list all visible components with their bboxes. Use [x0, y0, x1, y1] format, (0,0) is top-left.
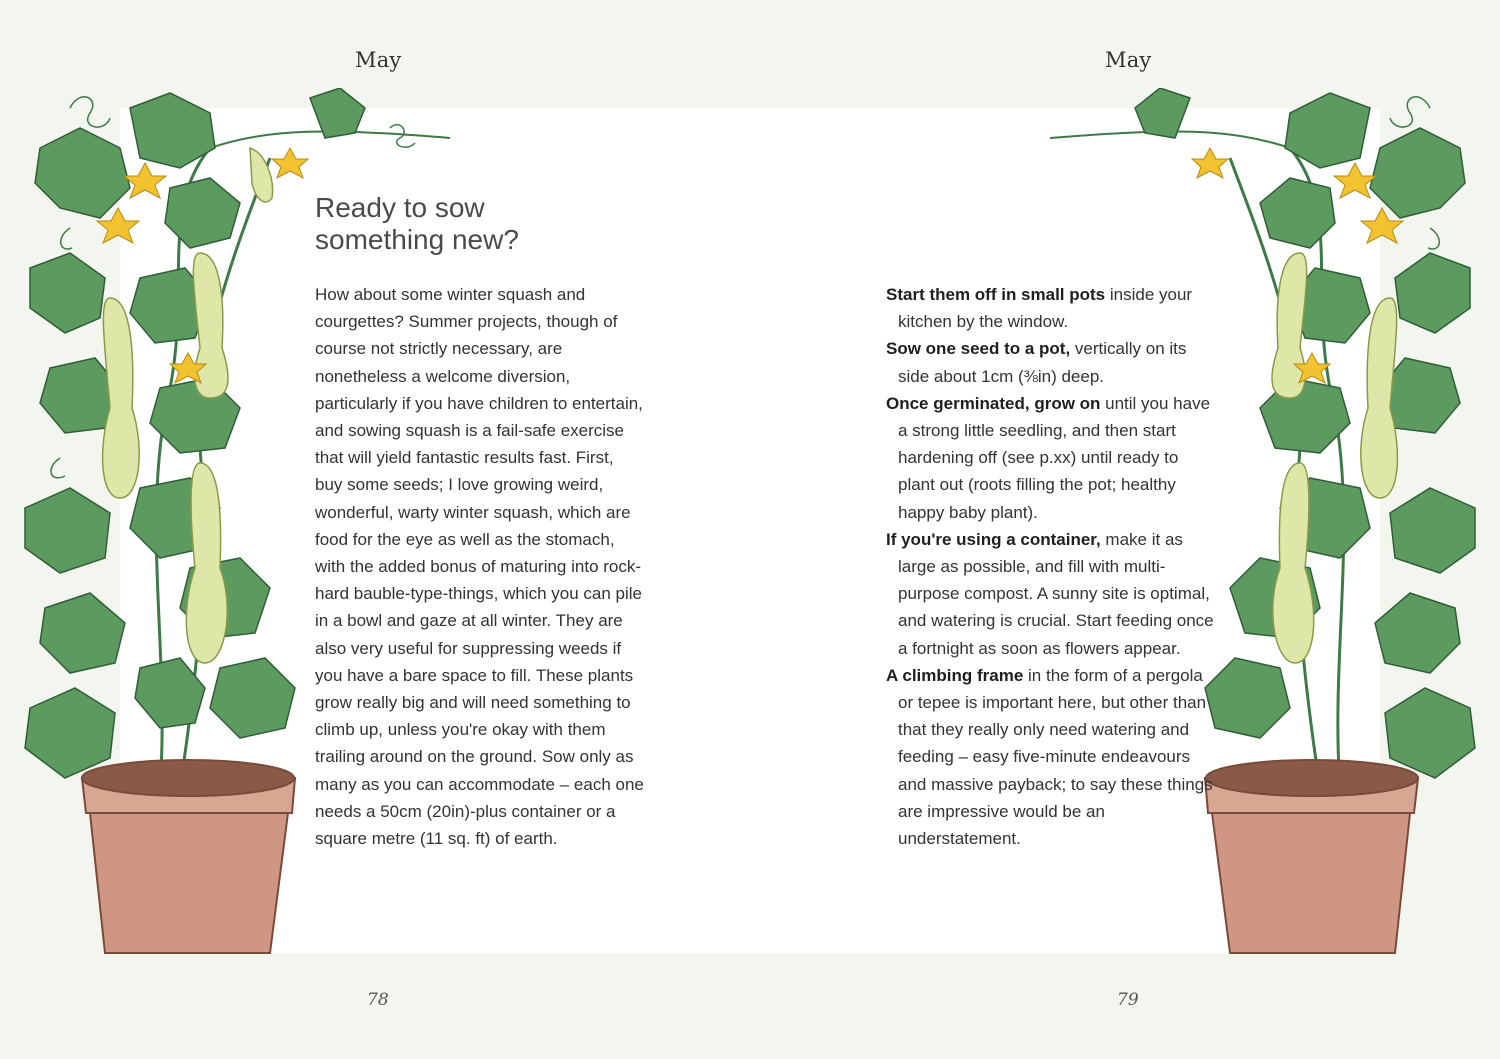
- list-item-text: until you have a strong little seedling, and then start hardening off (see p.xx) until ready to plant out (roots filling the pot; healthy happy baby plant).: [898, 393, 1211, 522]
- running-head-right: May: [1105, 48, 1152, 72]
- page-number-right: 79: [1117, 990, 1139, 1010]
- list-item: [886, 662, 1216, 852]
- heading-line-1: Ready to sow: [315, 192, 485, 223]
- instruction-list: [886, 281, 1216, 852]
- list-item-text: inside your kitchen by the window.: [898, 285, 1193, 332]
- page-number-left: 78: [367, 990, 389, 1010]
- heading-line-2: something new?: [315, 224, 519, 255]
- list-item-text: make it as large as possible, and fill with multi-purpose compost. A sunny site is optimal, and watering is crucial. Start feeding once a fortnight as soon as flowers appear.: [898, 529, 1214, 658]
- list-item: [886, 526, 1216, 662]
- terracotta-pot-illustration: [82, 760, 295, 953]
- page-heading: [315, 192, 645, 256]
- body-paragraph: How about some winter squash and courgettes? Summer projects, though of course not strictly necessary, are nonetheless a welcome diversion, particularly if you have children to entertain, and sowing squash is a fail-safe exercise that will yield fantastic results fast. First, buy some seeds; I love growing weird, wonderful, warty winter squash, which are food for the eye as well as the stomach, with the added bonus of maturing into rock-hard bauble-type-things, which you can pile in a bowl and gaze at all winter. They are also very useful for suppressing weeds if you have a bare space to fill. These plants grow really big and will need something to climb up, unless you're okay with them trailing around on the ground. Sow only as many as you can accommodate – each one needs a 50cm (20in)-plus container or a square metre (11 sq. ft) of earth.: [315, 285, 644, 849]
- list-item-lead: Once germinated, grow on: [886, 393, 1101, 413]
- list-item-lead: Start them off in small pots: [886, 285, 1106, 304]
- running-head-left: May: [355, 48, 402, 72]
- list-item: [886, 390, 1216, 526]
- list-item-lead: Sow one seed to a pot,: [886, 339, 1071, 359]
- list-item-lead: A climbing frame: [886, 665, 1024, 685]
- list-item-lead: If you're using a container,: [886, 529, 1101, 549]
- list-item: [886, 335, 1216, 389]
- list-item-text: vertically on its side about 1cm (⅜in) deep.: [898, 339, 1187, 386]
- list-item-text: in the form of a pergola or tepee is important here, but other than that they really only need watering and feeding – easy five-minute endeavours and massive payback; to say these things are impressive would be an understatement.: [898, 665, 1213, 849]
- list-item: [886, 281, 1216, 335]
